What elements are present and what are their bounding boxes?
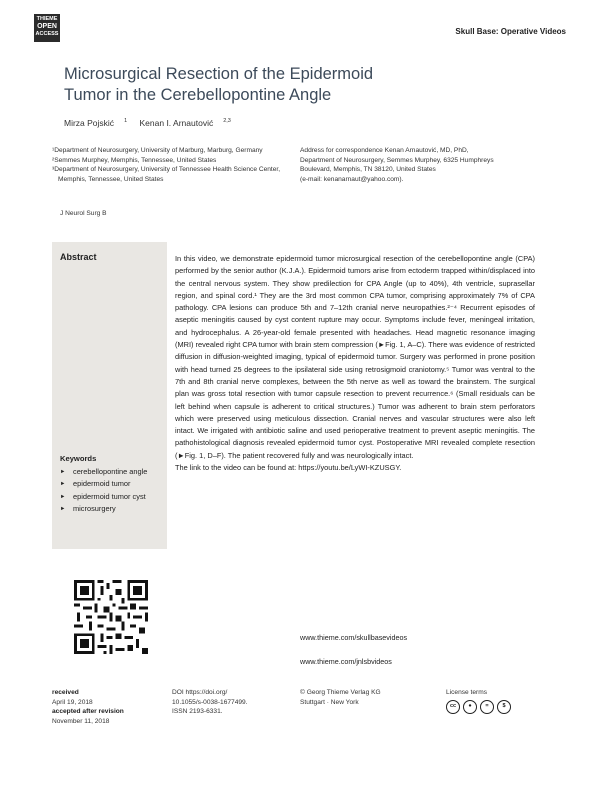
address-line: Address for correspondence Kenan Arnautović, MD, PhD, [300,147,469,154]
address-email[interactable]: (e-mail: kenanarnaut@yahoo.com). [300,175,404,183]
link-jnlsbvideos[interactable]: www.thieme.com/jnlsbvideos [300,657,392,666]
doi-link[interactable]: DOI https://doi.org/ [172,689,228,696]
link-skullbasevideos[interactable]: www.thieme.com/skullbasevideos [300,633,408,642]
keyword-list [60,466,165,515]
address-line: Boulevard, Memphis, TN 38120, United States [300,166,436,173]
copyright-line: © Georg Thieme Verlag KG [300,689,381,696]
article-title [64,64,514,106]
affiliation: ³Department of Neurosurgery, University of Tennessee Health Science Center, Memphis, Tennessee, United States [52,166,281,183]
author [64,118,127,128]
doi-block [172,688,248,717]
title-line-2: Tumor in the Cerebellopontine Angle [64,86,332,104]
address-line: Department of Neurosurgery, Semmes Murphey, 6325 Humphreys [300,156,494,164]
video-links [300,626,407,674]
abstract-heading: Abstract [60,252,97,262]
author-affiliation-mark: 2,3 [223,118,231,125]
received-label: received [52,689,79,696]
section-label: Skull Base: Operative Videos [455,27,566,36]
accepted-label: accepted after revision [52,708,124,715]
affiliation: ¹Department of Neurosurgery, University of Marburg, Marburg, Germany [52,147,263,154]
doi-number: 10.1055/s-0038-1677499. [172,698,248,706]
license-icons[interactable] [446,700,511,714]
received-date: April 19, 2018 [52,698,93,706]
no-derivatives-icon: = [480,700,494,714]
by-attribution-icon: ● [463,700,477,714]
logo-text-open: OPEN [37,23,57,30]
affiliations [52,146,290,184]
journal-name: J Neurol Surg B [60,210,107,217]
issn: ISSN 2193-6331. [172,708,223,715]
logo-text-access: ACCESS [35,31,59,37]
non-commercial-icon: $ [497,700,511,714]
keywords-heading: Keywords [60,454,97,463]
license-label[interactable]: License terms [446,689,488,696]
keyword-item: ► microsurgery [60,503,165,515]
author-name: Kenan I. Arnautović [139,118,214,128]
author-affiliation-mark: 1 [124,118,128,125]
author-name: Mirza Pojskić [64,118,115,128]
qr-code[interactable] [74,580,148,654]
correspondence-address [300,146,570,184]
keyword-item: ► cerebellopontine angle [60,466,165,478]
thieme-open-access-logo [34,14,60,42]
keyword-item: ► epidermoid tumor [60,478,165,490]
video-link-paragraph[interactable]: The link to the video can be found at: https://youtu.be/LyWI-KZUSGY. [175,463,402,473]
accepted-date: November 11, 2018 [52,717,110,725]
author-list [64,118,241,128]
dates-block [52,688,124,726]
title-line-1: Microsurgical Resection of the Epidermoid [64,65,374,83]
logo-text-thieme: THIEME [36,16,58,22]
abstract-body [175,253,535,474]
keyword-item: ► epidermoid tumor cyst [60,491,165,503]
cc-icon: cc [446,700,460,714]
affiliation: ²Semmes Murphey, Memphis, Tennessee, United States [52,156,217,164]
copyright-block [300,688,381,707]
publisher-location: Stuttgart · New York [300,698,359,706]
author [140,118,231,128]
abstract-paragraph: In this video, we demonstrate epidermoid tumor microsurgical resection of the cerebellopontine angle (CPA) performed by the senior author (K.J.A.). Epidermoid tumors arise from ectoderm trapped within/displaced into the central nervous system. They show predilection for CPA Angle (up to 40%), 4th ventricle, suprasellar region, and spinal cord.¹ They are the 3rd most common CPA tumor, comprising approximately 7% of CPA pathology. CPA lesions can produce 5th and 7–12th cranial nerve neuropathies.²⁻⁴ Recurrent episodes of aseptic meningitis caused by cyst content rupture may occur. Symptoms include fever, meningeal irritation, and hydrocephalus. A 26-year-old female presented with headaches. Head magnetic resonance imaging (MRI) revealed right CPA tumor with brain stem compression (►Fig. 1, A–C). There was evidence of restricted diffusion in diffusion-weighted imaging, typical of epidermoid tumor. Surgery was performed in prone position with head turned 25 degrees to the ipsilateral side using retrosigmoid craniotomy.⁵ Tumor was ventral to the 7th and 8th cranial nerve complexes, between the 5th nerve as well as toward the brainstem. The surgical plan was gross total resection with tumor capsule resection to prevent recurrence.⁶ (Small residuals can be left behind when capsule is adherent to critical structures.) Tumor was adherent to brain stem perforators which were preserved using meticulous dissection. Cranial nerves and vascular structures were also left intact. We irrigated with antibiotic saline and used perioperative treatment to prevent aseptic meningitis. The pathohistological diagnosis revealed epidermoid tumor cyst. Postoperative MRI revealed complete resection (►Fig. 1, D–F). The patient recovered fully and was neurologically intact. [175,254,535,460]
